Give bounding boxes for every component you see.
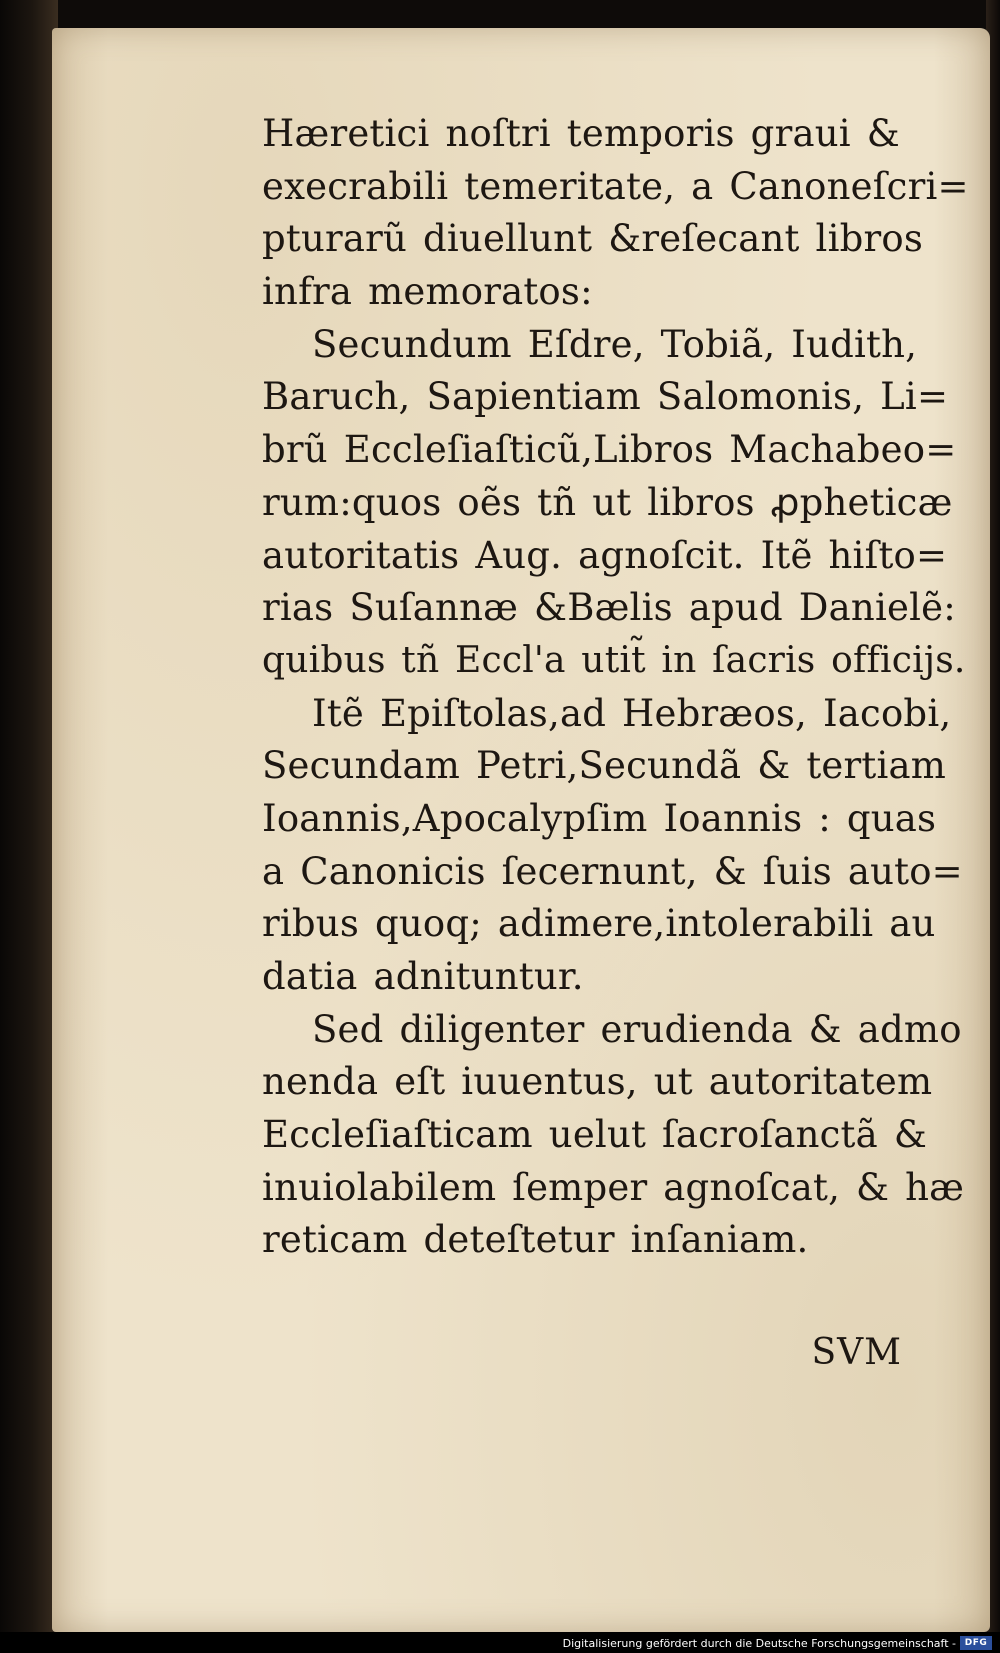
text-line: brũ Eccleſiaſticũ,Libros Machabeo= [262, 428, 957, 472]
text-line: pturarũ diuellunt &reſecant libros [262, 217, 924, 261]
book-edge-left [0, 0, 58, 1653]
text-line: Baruch, Sapientiam Salomonis, Li= [262, 375, 949, 419]
text-line: Itẽ Epiſtolas,ad Hebræos, Iacobi, [312, 691, 952, 735]
text-line: ribus quoq; adimere,intolerabili au [262, 902, 936, 946]
text-line: Ioannis,Apocalypſim Ioannis : quas [262, 796, 937, 840]
text-line: infra memoratos: [262, 270, 593, 314]
text-line: datia adnituntur. [262, 955, 584, 998]
text-line: Hæretici noſtri temporis graui & [262, 112, 900, 155]
dfg-logo: DFG [960, 1636, 992, 1650]
text-line: Secundam Petri,Secundã & tertiam [262, 744, 947, 788]
text-line: quibus tñ Eccl'a utit̃ in ſacris officijs. [262, 639, 966, 681]
page-text-block [262, 108, 977, 1267]
funding-credit: Digitalisierung gefördert durch die Deutsche Forschungsgemeinschaft - [562, 1637, 956, 1650]
text-line: Eccleſiaſticam uelut ſacroſanctã & [262, 1113, 927, 1157]
text-line: Sed diligenter erudienda & admo [312, 1007, 962, 1051]
book-page [52, 28, 990, 1632]
text-line: execrabili temeritate, a Canoneſcri= [262, 164, 969, 208]
catchword: SVM [811, 1332, 902, 1373]
text-line: autoritatis Aug. agnoſcit. Itẽ hiſto= [262, 533, 948, 577]
text-line: a Canonicis ſecernunt, & ſuis auto= [262, 849, 963, 893]
text-line: rum:quos oẽs tñ ut libros ꝓpheticæ [262, 480, 953, 524]
text-line: inuiolabilem ſemper agnoſcat, & hæ [262, 1165, 965, 1209]
digitization-footer [0, 1632, 1000, 1653]
text-line: Secundum Eſdre, Tobiã, Iudith, [312, 322, 918, 366]
text-line: reticam deteſtetur inſaniam. [262, 1218, 809, 1262]
text-line: rias Suſannæ &Bælis apud Danielẽ: [262, 586, 956, 630]
text-line: nenda eſt iuuentus, ut autoritatem [262, 1060, 933, 1104]
